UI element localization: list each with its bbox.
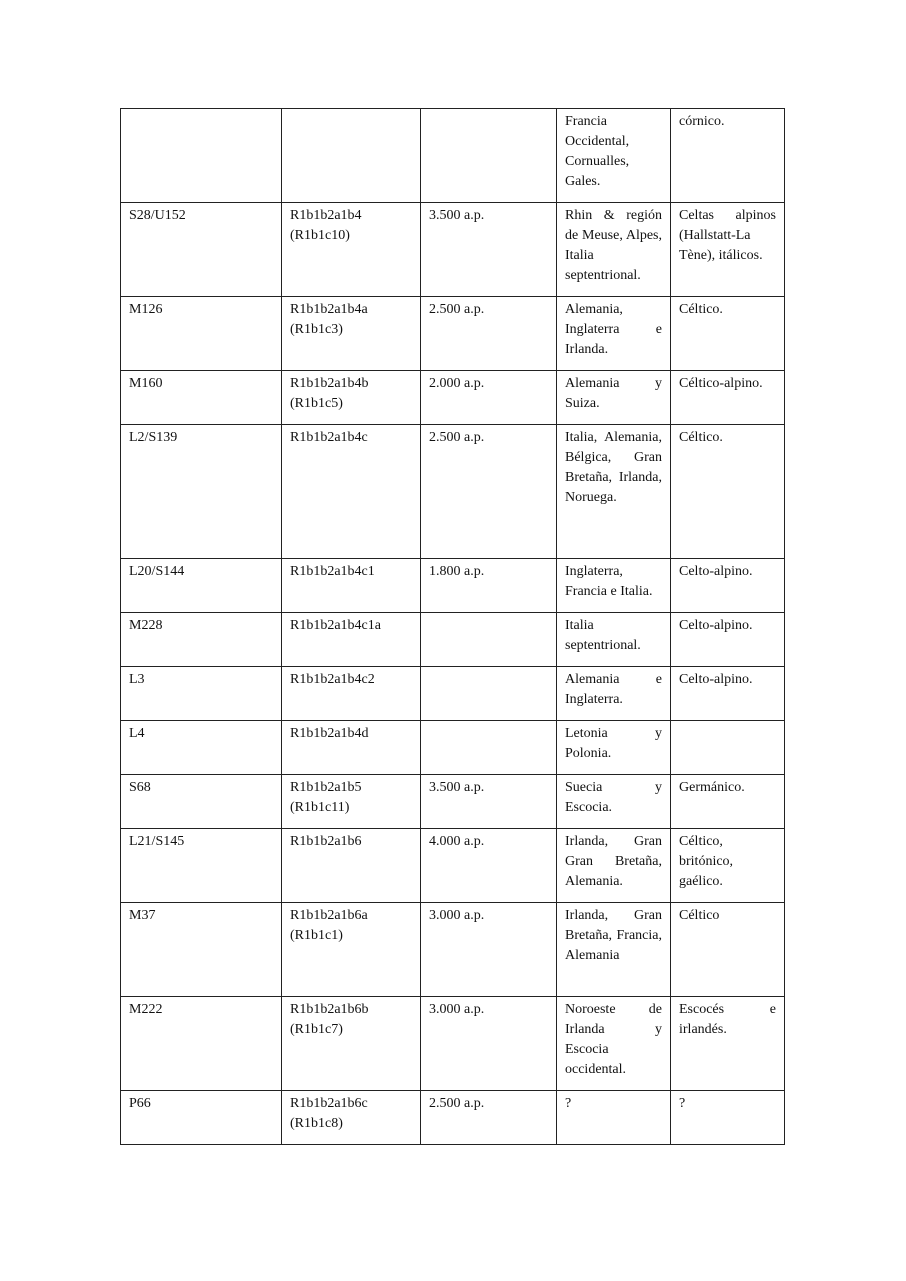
haplogroup-name: R1b1b2a1b5 xyxy=(290,780,362,795)
snp-cell: L4 xyxy=(121,721,282,775)
haplogroup-cell xyxy=(282,425,421,559)
region-cell: Suecia y Escocia. xyxy=(557,775,671,829)
region-cell: Letonia y Polonia. xyxy=(557,721,671,775)
culture-cell xyxy=(671,721,785,775)
haplogroup-name: R1b1b2a1b6c xyxy=(290,1096,368,1111)
table-row xyxy=(121,109,785,203)
region-cell: Noroeste de Irlanda y Escocia occidental. xyxy=(557,997,671,1091)
snp-cell: L21/S145 xyxy=(121,829,282,903)
culture-cell: ? xyxy=(671,1091,785,1145)
haplogroup-cell xyxy=(282,903,421,997)
haplogroup-name: R1b1b2a1b6b xyxy=(290,1002,369,1017)
haplogroup-name: R1b1b2a1b6a xyxy=(290,908,368,923)
age-cell: 3.000 a.p. xyxy=(421,903,557,997)
table-row xyxy=(121,297,785,371)
region-cell: Irlanda, Gran Bretaña, Francia, Alemania xyxy=(557,903,671,997)
snp-cell: L20/S144 xyxy=(121,559,282,613)
culture-cell: Céltico. xyxy=(671,297,785,371)
table-row xyxy=(121,829,785,903)
haplogroup-alt-name: (R1b1c10) xyxy=(290,228,350,243)
age-cell: 1.800 a.p. xyxy=(421,559,557,613)
culture-cell: Céltico. xyxy=(671,425,785,559)
snp-cell: M126 xyxy=(121,297,282,371)
region-cell: Italia, Alemania, Bélgica, Gran Bretaña, Irlanda, Noruega. xyxy=(557,425,671,559)
haplogroup-table xyxy=(120,108,785,1145)
snp-cell: M228 xyxy=(121,613,282,667)
table-row xyxy=(121,559,785,613)
haplogroup-cell xyxy=(282,997,421,1091)
haplogroup-cell xyxy=(282,613,421,667)
age-cell: 3.500 a.p. xyxy=(421,203,557,297)
table-row xyxy=(121,1091,785,1145)
table-row xyxy=(121,203,785,297)
age-cell: 2.500 a.p. xyxy=(421,1091,557,1145)
age-cell: 2.500 a.p. xyxy=(421,297,557,371)
haplogroup-alt-name: (R1b1c3) xyxy=(290,322,343,337)
haplogroup-cell xyxy=(282,775,421,829)
table-row xyxy=(121,613,785,667)
culture-cell: Celto-alpino. xyxy=(671,613,785,667)
haplogroup-alt-name: (R1b1c5) xyxy=(290,396,343,411)
region-cell: ? xyxy=(557,1091,671,1145)
haplogroup-name: R1b1b2a1b4 xyxy=(290,208,362,223)
haplogroup-alt-name: (R1b1c11) xyxy=(290,800,350,815)
region-cell: Italia septentrional. xyxy=(557,613,671,667)
culture-cell: Escocés e irlandés. xyxy=(671,997,785,1091)
culture-cell: Germánico. xyxy=(671,775,785,829)
culture-cell: Céltico xyxy=(671,903,785,997)
snp-cell: M222 xyxy=(121,997,282,1091)
culture-cell: Celto-alpino. xyxy=(671,667,785,721)
region-cell: Irlanda, Gran Gran Bretaña, Alemania. xyxy=(557,829,671,903)
snp-cell: L3 xyxy=(121,667,282,721)
age-cell xyxy=(421,109,557,203)
haplogroup-alt-name: (R1b1c8) xyxy=(290,1116,343,1131)
region-cell: Alemania, Inglaterra e Irlanda. xyxy=(557,297,671,371)
haplogroup-name: R1b1b2a1b4c2 xyxy=(290,672,375,687)
haplogroup-name: R1b1b2a1b4d xyxy=(290,726,369,741)
table-row xyxy=(121,997,785,1091)
culture-cell: Céltico, britónico, gaélico. xyxy=(671,829,785,903)
age-cell: 2.500 a.p. xyxy=(421,425,557,559)
haplogroup-cell xyxy=(282,109,421,203)
haplogroup-name: R1b1b2a1b4c1 xyxy=(290,564,375,579)
table-row xyxy=(121,903,785,997)
haplogroup-name: R1b1b2a1b4c xyxy=(290,430,368,445)
table-row xyxy=(121,371,785,425)
region-cell: Alemania y Suiza. xyxy=(557,371,671,425)
region-cell: Inglaterra, Francia e Italia. xyxy=(557,559,671,613)
haplogroup-alt-name: (R1b1c7) xyxy=(290,1022,343,1037)
haplogroup-name: R1b1b2a1b4c1a xyxy=(290,618,381,633)
culture-cell: Céltico-alpino. xyxy=(671,371,785,425)
snp-cell: P66 xyxy=(121,1091,282,1145)
age-cell: 2.000 a.p. xyxy=(421,371,557,425)
haplogroup-cell xyxy=(282,829,421,903)
snp-cell: M160 xyxy=(121,371,282,425)
culture-cell: Celto-alpino. xyxy=(671,559,785,613)
table-row xyxy=(121,775,785,829)
snp-cell: L2/S139 xyxy=(121,425,282,559)
haplogroup-name: R1b1b2a1b6 xyxy=(290,834,362,849)
age-cell: 3.500 a.p. xyxy=(421,775,557,829)
haplogroup-cell xyxy=(282,559,421,613)
haplogroup-cell xyxy=(282,203,421,297)
haplogroup-cell xyxy=(282,371,421,425)
age-cell xyxy=(421,667,557,721)
age-cell xyxy=(421,721,557,775)
culture-cell: Celtas alpinos (Hallstatt-La Tène), itálicos. xyxy=(671,203,785,297)
culture-cell: córnico. xyxy=(671,109,785,203)
snp-cell: S28/U152 xyxy=(121,203,282,297)
snp-cell: S68 xyxy=(121,775,282,829)
haplogroup-name: R1b1b2a1b4b xyxy=(290,376,369,391)
table-row xyxy=(121,425,785,559)
haplogroup-cell xyxy=(282,721,421,775)
haplogroup-cell xyxy=(282,1091,421,1145)
region-cell: Rhin & región de Meuse, Alpes, Italia septentrional. xyxy=(557,203,671,297)
haplogroup-name: R1b1b2a1b4a xyxy=(290,302,368,317)
region-cell: Alemania e Inglaterra. xyxy=(557,667,671,721)
haplogroup-alt-name: (R1b1c1) xyxy=(290,928,343,943)
age-cell xyxy=(421,613,557,667)
haplogroup-cell xyxy=(282,667,421,721)
age-cell: 3.000 a.p. xyxy=(421,997,557,1091)
haplogroup-cell xyxy=(282,297,421,371)
snp-cell: M37 xyxy=(121,903,282,997)
age-cell: 4.000 a.p. xyxy=(421,829,557,903)
region-cell: Francia Occidental, Cornualles, Gales. xyxy=(557,109,671,203)
table-row xyxy=(121,667,785,721)
snp-cell xyxy=(121,109,282,203)
table-row xyxy=(121,721,785,775)
